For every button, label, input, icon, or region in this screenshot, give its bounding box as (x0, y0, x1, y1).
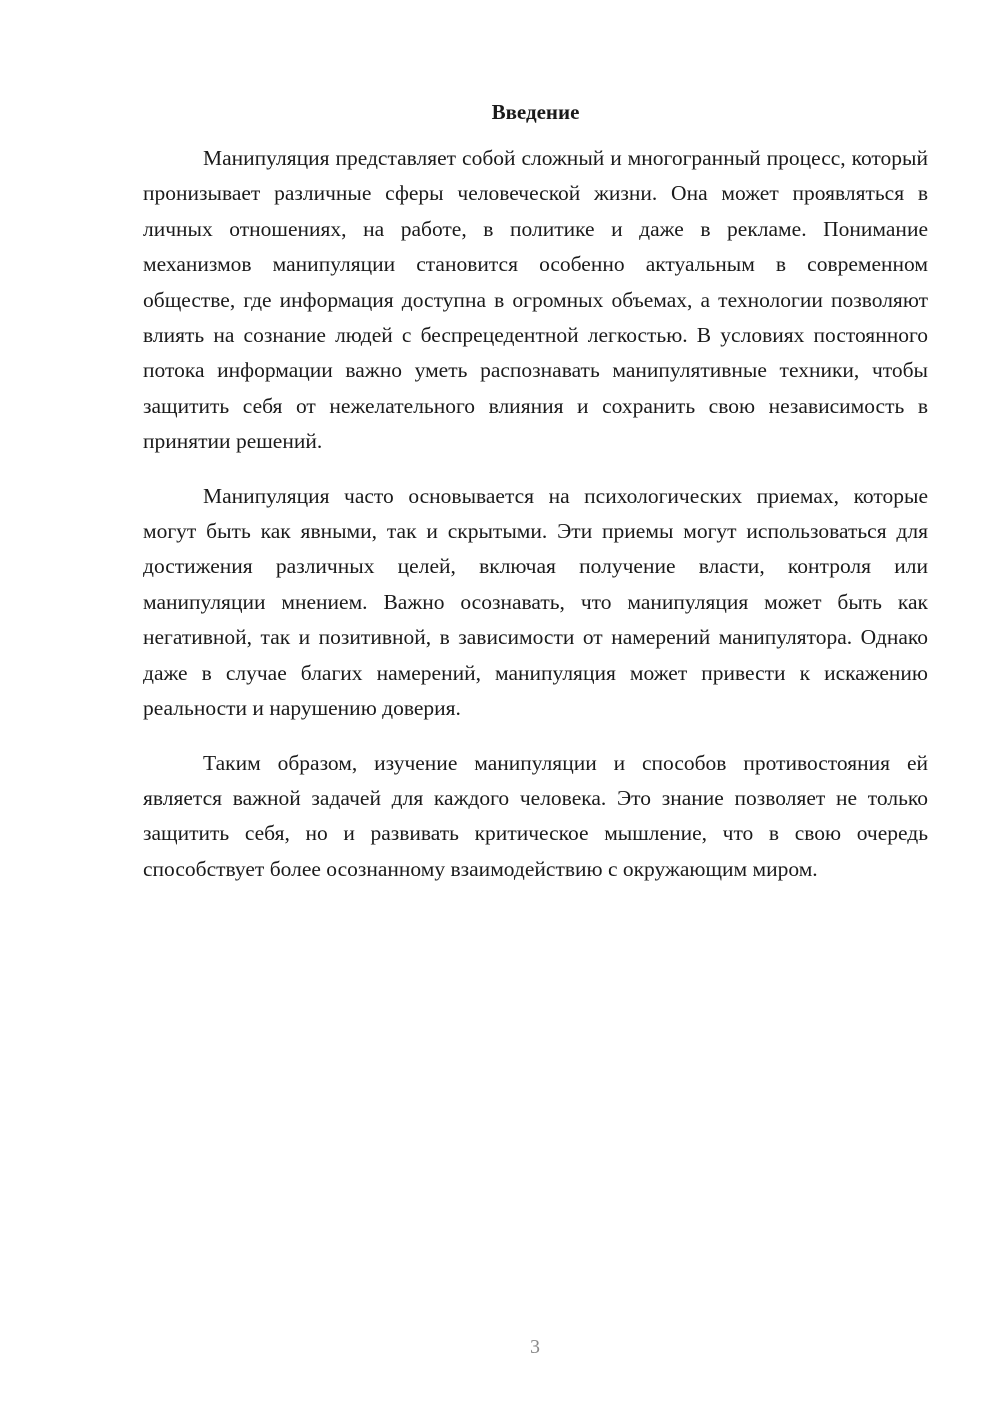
paragraph-3: Таким образом, изучение манипуляции и способов противостояния ей является важной задачей для каждого человека. Это знание позволяет не только защитить себя, но и развивать критическое мышление, что в свою очередь способствует более осознанному взаимодействию с окружающим миром. (143, 750, 928, 881)
paragraph-1: Манипуляция представляет собой сложный и многогранный процесс, который пронизывает различные сферы человеческой жизни. Она может проявляться в личных отношениях, на работе, в политике и даже в рекламе. Понимание механизмов манипуляции становится особенно актуальным в современном обществе, где информация доступна в огромных объемах, а технологии позволяют влиять на сознание людей с беспрецедентной легкостью. В условиях постоянного потока информации важно уметь распознавать манипулятивные техники, чтобы защитить себя от нежелательного влияния и сохранить свою независимость в принятии решений. (143, 146, 928, 454)
body-text (143, 141, 928, 906)
page-number: 3 (530, 1336, 540, 1358)
paragraph-2: Манипуляция часто основывается на психологических приемах, которые могут быть как явными, так и скрытыми. Эти приемы могут использоваться для достижения различных целей, включая получение власти, контроля или манипуляции мнением. Важно осознавать, что манипуляция может быть как негативной, так и позитивной, в зависимости от намерений манипулятора. Однако даже в случае благих намерений, манипуляция может привести к искажению реальности и нарушению доверия. (143, 483, 928, 721)
section-title: Введение (491, 100, 580, 124)
